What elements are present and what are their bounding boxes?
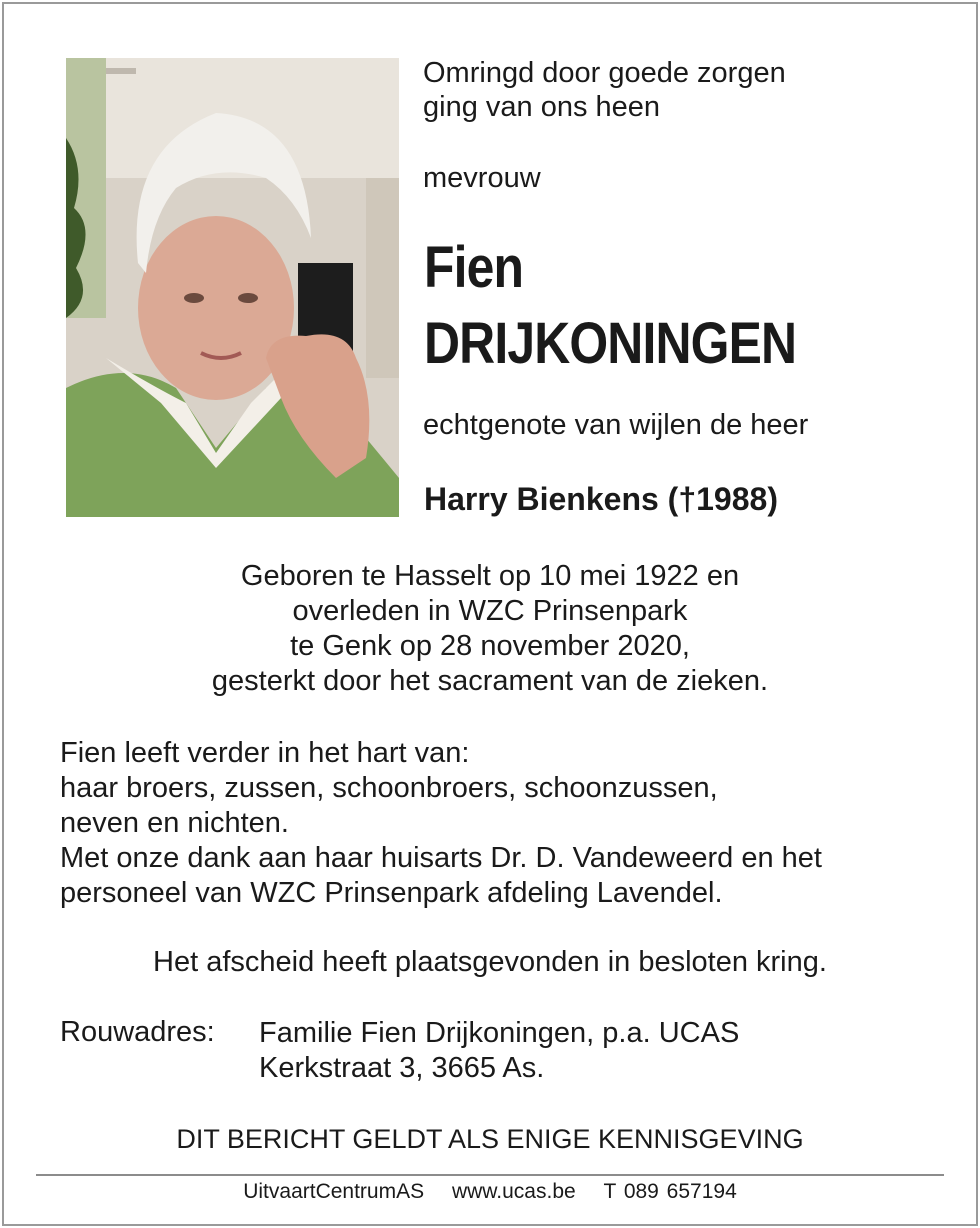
remembrance-line: neven en nichten. [60,807,289,839]
honorific: mevrouw [423,162,541,194]
birth-death-line: Geboren te Hasselt op 10 mei 1922 en [240,560,740,592]
intro-line: Omringd door goede zorgen [423,57,786,89]
remembrance-line: haar broers, zussen, schoonbroers, schoonzussen, [60,772,718,804]
remembrance-line: Met onze dank aan haar huisarts Dr. D. Vandeweerd en het [60,842,822,874]
spouse-intro: echtgenote van wijlen de heer [423,409,809,441]
address-line: Familie Fien Drijkoningen, p.a. UCAS [259,1017,740,1049]
remembrance-line: personeel van WZC Prinsenpark afdeling Lavendel. [60,877,723,909]
footer-divider [36,1174,944,1176]
birth-death-line: te Genk op 28 november 2020, [290,630,690,662]
notice-text: DIT BERICHT GELDT ALS ENIGE KENNISGEVING [176,1124,804,1154]
footer [0,1180,980,1204]
remembrance-text [60,736,822,911]
remembrance-line: Fien leeft verder in het hart van: [60,737,470,769]
address-line: Kerkstraat 3, 3665 As. [259,1052,545,1084]
portrait-photo [66,58,399,517]
intro-text [423,56,786,124]
footer-company: UitvaartCentrumAS [243,1180,425,1203]
deceased-last-name: DRIJKONINGEN [424,311,797,376]
footer-phone: T 089 657194 [603,1180,737,1203]
mourning-address [259,1016,739,1086]
spouse-name: Harry Bienkens (†1988) [424,481,778,517]
intro-line: ging van ons heen [423,91,661,123]
mourning-address-label: Rouwadres: [60,1016,215,1048]
footer-website[interactable]: www.ucas.be [451,1180,576,1203]
birth-death-line: overleden in WZC Prinsenpark [292,595,688,627]
deceased-first-name: Fien [424,235,524,300]
birth-death-line: gesterkt door het sacrament van de zieken. [211,665,769,697]
birth-death-text [0,559,980,699]
farewell-text: Het afscheid heeft plaatsgevonden in besloten kring. [153,946,827,978]
